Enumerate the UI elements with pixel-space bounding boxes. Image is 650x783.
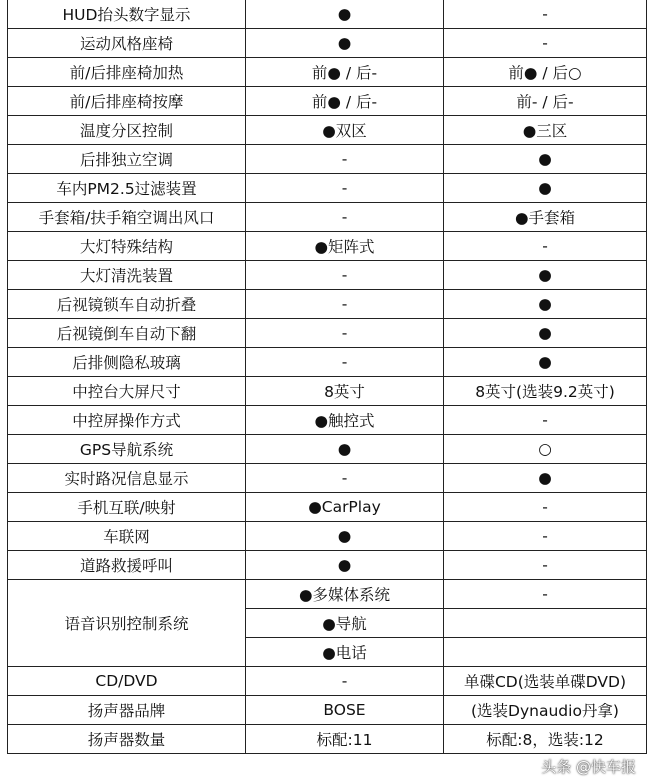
table-cell: - [444,29,647,58]
table-cell: 前● / 后- [246,58,444,87]
table-cell: 车联网 [8,522,246,551]
table-cell: BOSE [246,696,444,725]
table-row [8,696,647,725]
table-cell: - [444,406,647,435]
table-cell: 8英寸 [246,377,444,406]
table-cell: ● [246,435,444,464]
table-cell: - [444,580,647,609]
table-cell: ●多媒体系统 [246,580,444,609]
table-cell: - [246,290,444,319]
table-row [8,435,647,464]
table-cell: ●手套箱 [444,203,647,232]
table-cell: 标配:11 [246,725,444,754]
table-row [8,522,647,551]
table-cell: 标配:8，选装:12 [444,725,647,754]
table-cell: ●电话 [246,638,444,667]
table-row [8,580,647,609]
table-row [8,87,647,116]
table-cell: ●导航 [246,609,444,638]
table-cell: ● [246,551,444,580]
table-cell: - [246,145,444,174]
watermark: 头条 @快车报 [541,758,636,776]
table-cell: ●双区 [246,116,444,145]
table-cell: ● [444,290,647,319]
table-row [8,116,647,145]
table-cell: ● [444,261,647,290]
table-cell: CD/DVD [8,667,246,696]
table-cell: - [444,0,647,29]
table-cell: ● [444,145,647,174]
table-row [8,464,647,493]
table-cell: 手套箱/扶手箱空调出风口 [8,203,246,232]
spec-table [7,0,647,754]
table-row [8,551,647,580]
table-cell: ● [444,319,647,348]
table-cell: HUD抬头数字显示 [8,0,246,29]
table-cell: 车内PM2.5过滤装置 [8,174,246,203]
table-cell: 后视镜锁车自动折叠 [8,290,246,319]
table-cell: 前/后排座椅加热 [8,58,246,87]
table-cell: 单碟CD(选装单碟DVD) [444,667,647,696]
table-cell: ●触控式 [246,406,444,435]
table-row [8,290,647,319]
table-cell: 大灯清洗装置 [8,261,246,290]
table-cell: ●三区 [444,116,647,145]
table-cell: 实时路况信息显示 [8,464,246,493]
table-cell: 前/后排座椅按摩 [8,87,246,116]
table-cell: 前● / 后○ [444,58,647,87]
table-cell: 前● / 后- [246,87,444,116]
table-cell: 温度分区控制 [8,116,246,145]
table-row [8,261,647,290]
table-row [8,377,647,406]
table-cell: 后排独立空调 [8,145,246,174]
table-cell: 中控台大屏尺寸 [8,377,246,406]
table-row [8,406,647,435]
table-cell: - [246,203,444,232]
table-cell: 语音识别控制系统 [8,580,246,667]
table-cell: 后排侧隐私玻璃 [8,348,246,377]
table-cell: - [246,464,444,493]
table-cell: 大灯特殊结构 [8,232,246,261]
table-row [8,232,647,261]
table-cell: 道路救援呼叫 [8,551,246,580]
table-row [8,0,647,29]
table-cell: 8英寸(选装9.2英寸) [444,377,647,406]
table-cell [444,609,647,638]
table-row [8,203,647,232]
table-cell: ● [246,0,444,29]
table-row [8,493,647,522]
table-cell: (选装Dynaudio丹拿) [444,696,647,725]
table-cell: - [444,232,647,261]
table-cell: 手机互联/映射 [8,493,246,522]
table-cell: ● [444,464,647,493]
table-cell: 扬声器数量 [8,725,246,754]
table-row [8,319,647,348]
table-cell: GPS导航系统 [8,435,246,464]
table-cell: ● [246,29,444,58]
table-row [8,145,647,174]
table-row [8,58,647,87]
table-cell: - [246,319,444,348]
table-cell: 扬声器品牌 [8,696,246,725]
table-cell: 后视镜倒车自动下翻 [8,319,246,348]
table-cell: ●CarPlay [246,493,444,522]
table-cell: - [444,522,647,551]
table-cell: - [444,551,647,580]
table-cell: - [246,667,444,696]
table-cell: - [444,493,647,522]
table-cell: ○ [444,435,647,464]
table-cell: - [246,174,444,203]
table-row [8,29,647,58]
table-row [8,174,647,203]
table-cell: 前- / 后- [444,87,647,116]
table-cell [444,638,647,667]
table-cell: - [246,261,444,290]
table-cell: ● [444,348,647,377]
table-row [8,725,647,754]
table-cell: 中控屏操作方式 [8,406,246,435]
table-cell: ● [444,174,647,203]
table-row [8,348,647,377]
table-cell: ●矩阵式 [246,232,444,261]
table-row [8,667,647,696]
table-cell: 运动风格座椅 [8,29,246,58]
table-cell: - [246,348,444,377]
table-cell: ● [246,522,444,551]
